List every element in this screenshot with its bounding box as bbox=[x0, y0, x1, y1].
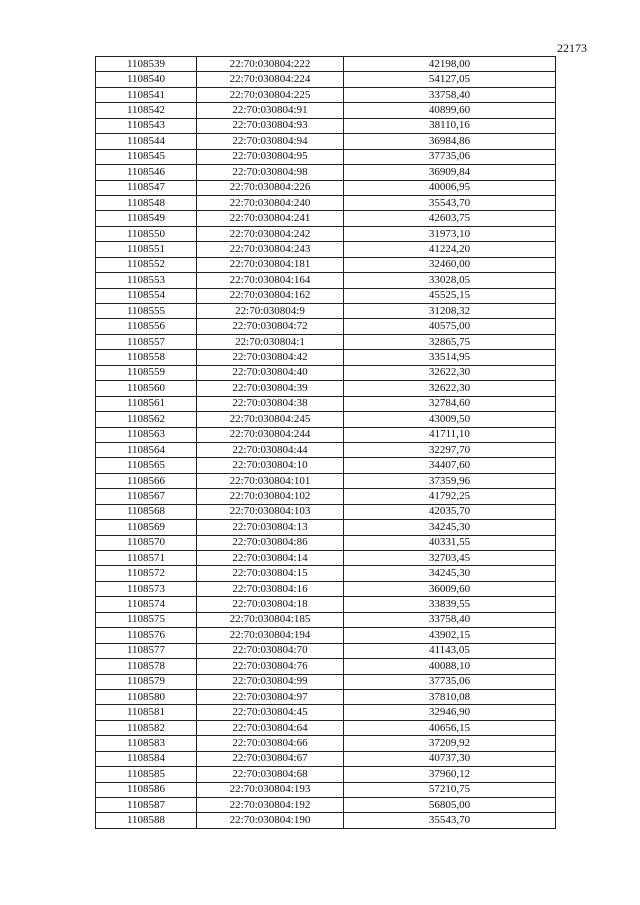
table-row bbox=[96, 736, 556, 751]
cadastral-number-cell: 22:70:030804:67 bbox=[197, 751, 344, 766]
page-number: 22173 bbox=[557, 41, 587, 55]
table-row bbox=[96, 767, 556, 782]
cadastral-number-cell: 22:70:030804:42 bbox=[197, 350, 344, 365]
record-number-cell: 1108541 bbox=[96, 87, 197, 102]
table-row bbox=[96, 242, 556, 257]
value-cell: 42198,00 bbox=[344, 57, 556, 72]
table-row bbox=[96, 535, 556, 550]
record-number-cell: 1108578 bbox=[96, 659, 197, 674]
cadastral-number-cell: 22:70:030804:97 bbox=[197, 689, 344, 704]
record-number-cell: 1108569 bbox=[96, 520, 197, 535]
record-number-cell: 1108559 bbox=[96, 365, 197, 380]
record-number-cell: 1108573 bbox=[96, 581, 197, 596]
cadastral-number-cell: 22:70:030804:40 bbox=[197, 365, 344, 380]
cadastral-number-cell: 22:70:030804:103 bbox=[197, 504, 344, 519]
table-row bbox=[96, 381, 556, 396]
value-cell: 42035,70 bbox=[344, 504, 556, 519]
value-cell: 38110,16 bbox=[344, 118, 556, 133]
record-number-cell: 1108585 bbox=[96, 767, 197, 782]
record-number-cell: 1108558 bbox=[96, 350, 197, 365]
cadastral-number-cell: 22:70:030804:162 bbox=[197, 288, 344, 303]
cadastral-number-cell: 22:70:030804:101 bbox=[197, 473, 344, 488]
table-row bbox=[96, 551, 556, 566]
record-number-cell: 1108572 bbox=[96, 566, 197, 581]
table-row bbox=[96, 226, 556, 241]
cadastral-number-cell: 22:70:030804:222 bbox=[197, 57, 344, 72]
value-cell: 32622,30 bbox=[344, 365, 556, 380]
record-number-cell: 1108588 bbox=[96, 813, 197, 828]
cadastral-number-cell: 22:70:030804:164 bbox=[197, 273, 344, 288]
record-number-cell: 1108566 bbox=[96, 473, 197, 488]
cadastral-number-cell: 22:70:030804:94 bbox=[197, 134, 344, 149]
table-row bbox=[96, 689, 556, 704]
record-number-cell: 1108552 bbox=[96, 257, 197, 272]
cadastral-number-cell: 22:70:030804:224 bbox=[197, 72, 344, 87]
record-number-cell: 1108564 bbox=[96, 442, 197, 457]
table-row bbox=[96, 412, 556, 427]
cadastral-number-cell: 22:70:030804:1 bbox=[197, 334, 344, 349]
value-cell: 32703,45 bbox=[344, 551, 556, 566]
value-cell: 36984,86 bbox=[344, 134, 556, 149]
table-row bbox=[96, 581, 556, 596]
value-cell: 32865,75 bbox=[344, 334, 556, 349]
cadastral-number-cell: 22:70:030804:244 bbox=[197, 427, 344, 442]
cadastral-number-cell: 22:70:030804:226 bbox=[197, 180, 344, 195]
value-cell: 36009,60 bbox=[344, 581, 556, 596]
table-row bbox=[96, 72, 556, 87]
value-cell: 40006,95 bbox=[344, 180, 556, 195]
value-cell: 40331,55 bbox=[344, 535, 556, 550]
value-cell: 40575,00 bbox=[344, 319, 556, 334]
table-row bbox=[96, 304, 556, 319]
table-row bbox=[96, 597, 556, 612]
record-number-cell: 1108570 bbox=[96, 535, 197, 550]
cadastral-number-cell: 22:70:030804:38 bbox=[197, 396, 344, 411]
record-number-cell: 1108550 bbox=[96, 226, 197, 241]
table-row bbox=[96, 473, 556, 488]
value-cell: 41143,05 bbox=[344, 643, 556, 658]
record-number-cell: 1108575 bbox=[96, 612, 197, 627]
cadastral-number-cell: 22:70:030804:242 bbox=[197, 226, 344, 241]
cadastral-number-cell: 22:70:030804:95 bbox=[197, 149, 344, 164]
record-number-cell: 1108577 bbox=[96, 643, 197, 658]
record-number-cell: 1108580 bbox=[96, 689, 197, 704]
cadastral-number-cell: 22:70:030804:64 bbox=[197, 720, 344, 735]
record-number-cell: 1108560 bbox=[96, 381, 197, 396]
cadastral-number-cell: 22:70:030804:14 bbox=[197, 551, 344, 566]
value-cell: 43902,15 bbox=[344, 628, 556, 643]
table-row bbox=[96, 705, 556, 720]
cadastral-number-cell: 22:70:030804:102 bbox=[197, 489, 344, 504]
record-number-cell: 1108587 bbox=[96, 798, 197, 813]
table-row bbox=[96, 751, 556, 766]
record-number-cell: 1108554 bbox=[96, 288, 197, 303]
cadastral-number-cell: 22:70:030804:240 bbox=[197, 195, 344, 210]
record-number-cell: 1108540 bbox=[96, 72, 197, 87]
table-row bbox=[96, 365, 556, 380]
data-table bbox=[95, 56, 556, 829]
cadastral-number-cell: 22:70:030804:190 bbox=[197, 813, 344, 828]
record-number-cell: 1108551 bbox=[96, 242, 197, 257]
record-number-cell: 1108545 bbox=[96, 149, 197, 164]
cadastral-number-cell: 22:70:030804:44 bbox=[197, 442, 344, 457]
value-cell: 31208,32 bbox=[344, 304, 556, 319]
cadastral-number-cell: 22:70:030804:225 bbox=[197, 87, 344, 102]
value-cell: 45525,15 bbox=[344, 288, 556, 303]
cadastral-number-cell: 22:70:030804:86 bbox=[197, 535, 344, 550]
cadastral-number-cell: 22:70:030804:185 bbox=[197, 612, 344, 627]
table-row bbox=[96, 134, 556, 149]
record-number-cell: 1108571 bbox=[96, 551, 197, 566]
cadastral-number-cell: 22:70:030804:193 bbox=[197, 782, 344, 797]
table-row bbox=[96, 612, 556, 627]
value-cell: 43009,50 bbox=[344, 412, 556, 427]
record-number-cell: 1108555 bbox=[96, 304, 197, 319]
value-cell: 37960,12 bbox=[344, 767, 556, 782]
record-number-cell: 1108546 bbox=[96, 165, 197, 180]
record-number-cell: 1108568 bbox=[96, 504, 197, 519]
table-row bbox=[96, 273, 556, 288]
cadastral-number-cell: 22:70:030804:9 bbox=[197, 304, 344, 319]
cadastral-number-cell: 22:70:030804:98 bbox=[197, 165, 344, 180]
table-row bbox=[96, 504, 556, 519]
value-cell: 57210,75 bbox=[344, 782, 556, 797]
cadastral-number-cell: 22:70:030804:18 bbox=[197, 597, 344, 612]
table-row bbox=[96, 396, 556, 411]
value-cell: 37810,08 bbox=[344, 689, 556, 704]
table-row bbox=[96, 288, 556, 303]
value-cell: 35543,70 bbox=[344, 195, 556, 210]
value-cell: 40088,10 bbox=[344, 659, 556, 674]
value-cell: 32946,90 bbox=[344, 705, 556, 720]
record-number-cell: 1108539 bbox=[96, 57, 197, 72]
record-number-cell: 1108586 bbox=[96, 782, 197, 797]
value-cell: 32784,60 bbox=[344, 396, 556, 411]
value-cell: 32460,00 bbox=[344, 257, 556, 272]
cadastral-number-cell: 22:70:030804:45 bbox=[197, 705, 344, 720]
value-cell: 41792,25 bbox=[344, 489, 556, 504]
table-row bbox=[96, 659, 556, 674]
value-cell: 33839,55 bbox=[344, 597, 556, 612]
table-row bbox=[96, 458, 556, 473]
record-number-cell: 1108543 bbox=[96, 118, 197, 133]
value-cell: 54127,05 bbox=[344, 72, 556, 87]
value-cell: 41711,10 bbox=[344, 427, 556, 442]
table-row bbox=[96, 103, 556, 118]
cadastral-number-cell: 22:70:030804:194 bbox=[197, 628, 344, 643]
record-number-cell: 1108579 bbox=[96, 674, 197, 689]
record-number-cell: 1108563 bbox=[96, 427, 197, 442]
table-row bbox=[96, 489, 556, 504]
value-cell: 40737,30 bbox=[344, 751, 556, 766]
record-number-cell: 1108556 bbox=[96, 319, 197, 334]
table-row bbox=[96, 628, 556, 643]
cadastral-number-cell: 22:70:030804:93 bbox=[197, 118, 344, 133]
record-number-cell: 1108583 bbox=[96, 736, 197, 751]
value-cell: 31973,10 bbox=[344, 226, 556, 241]
cadastral-number-cell: 22:70:030804:13 bbox=[197, 520, 344, 535]
table-row bbox=[96, 211, 556, 226]
record-number-cell: 1108557 bbox=[96, 334, 197, 349]
record-number-cell: 1108561 bbox=[96, 396, 197, 411]
record-number-cell: 1108547 bbox=[96, 180, 197, 195]
cadastral-number-cell: 22:70:030804:245 bbox=[197, 412, 344, 427]
table-row bbox=[96, 674, 556, 689]
value-cell: 32622,30 bbox=[344, 381, 556, 396]
record-number-cell: 1108544 bbox=[96, 134, 197, 149]
record-number-cell: 1108565 bbox=[96, 458, 197, 473]
cadastral-number-cell: 22:70:030804:68 bbox=[197, 767, 344, 782]
table-row bbox=[96, 813, 556, 828]
cadastral-number-cell: 22:70:030804:192 bbox=[197, 798, 344, 813]
record-number-cell: 1108567 bbox=[96, 489, 197, 504]
table-row bbox=[96, 427, 556, 442]
table-row bbox=[96, 149, 556, 164]
record-number-cell: 1108542 bbox=[96, 103, 197, 118]
record-number-cell: 1108553 bbox=[96, 273, 197, 288]
value-cell: 34245,30 bbox=[344, 566, 556, 581]
value-cell: 40899,60 bbox=[344, 103, 556, 118]
cadastral-number-cell: 22:70:030804:15 bbox=[197, 566, 344, 581]
table-row bbox=[96, 87, 556, 102]
record-number-cell: 1108576 bbox=[96, 628, 197, 643]
table-row bbox=[96, 334, 556, 349]
value-cell: 37735,06 bbox=[344, 149, 556, 164]
value-cell: 56805,00 bbox=[344, 798, 556, 813]
value-cell: 34407,60 bbox=[344, 458, 556, 473]
value-cell: 33758,40 bbox=[344, 87, 556, 102]
table-row bbox=[96, 257, 556, 272]
table-row bbox=[96, 180, 556, 195]
cadastral-number-cell: 22:70:030804:241 bbox=[197, 211, 344, 226]
record-number-cell: 1108548 bbox=[96, 195, 197, 210]
value-cell: 36909,84 bbox=[344, 165, 556, 180]
cadastral-number-cell: 22:70:030804:72 bbox=[197, 319, 344, 334]
record-number-cell: 1108582 bbox=[96, 720, 197, 735]
table-row bbox=[96, 720, 556, 735]
value-cell: 33028,05 bbox=[344, 273, 556, 288]
value-cell: 40656,15 bbox=[344, 720, 556, 735]
value-cell: 34245,30 bbox=[344, 520, 556, 535]
value-cell: 42603,75 bbox=[344, 211, 556, 226]
value-cell: 32297,70 bbox=[344, 442, 556, 457]
cadastral-number-cell: 22:70:030804:39 bbox=[197, 381, 344, 396]
value-cell: 37359,96 bbox=[344, 473, 556, 488]
value-cell: 37209,92 bbox=[344, 736, 556, 751]
table-row bbox=[96, 442, 556, 457]
table-row bbox=[96, 165, 556, 180]
cadastral-number-cell: 22:70:030804:91 bbox=[197, 103, 344, 118]
cadastral-number-cell: 22:70:030804:99 bbox=[197, 674, 344, 689]
record-number-cell: 1108562 bbox=[96, 412, 197, 427]
cadastral-number-cell: 22:70:030804:10 bbox=[197, 458, 344, 473]
cadastral-number-cell: 22:70:030804:76 bbox=[197, 659, 344, 674]
record-number-cell: 1108584 bbox=[96, 751, 197, 766]
value-cell: 37735,06 bbox=[344, 674, 556, 689]
record-number-cell: 1108549 bbox=[96, 211, 197, 226]
table-row bbox=[96, 57, 556, 72]
value-cell: 35543,70 bbox=[344, 813, 556, 828]
cadastral-number-cell: 22:70:030804:181 bbox=[197, 257, 344, 272]
table-body bbox=[96, 57, 556, 829]
table-row bbox=[96, 643, 556, 658]
cadastral-number-cell: 22:70:030804:243 bbox=[197, 242, 344, 257]
table-row bbox=[96, 118, 556, 133]
cadastral-number-cell: 22:70:030804:66 bbox=[197, 736, 344, 751]
record-number-cell: 1108574 bbox=[96, 597, 197, 612]
cadastral-number-cell: 22:70:030804:70 bbox=[197, 643, 344, 658]
cadastral-number-cell: 22:70:030804:16 bbox=[197, 581, 344, 596]
table-row bbox=[96, 782, 556, 797]
table-row bbox=[96, 520, 556, 535]
value-cell: 41224,20 bbox=[344, 242, 556, 257]
table-row bbox=[96, 350, 556, 365]
table-row bbox=[96, 319, 556, 334]
value-cell: 33514,95 bbox=[344, 350, 556, 365]
table-row bbox=[96, 566, 556, 581]
table-row bbox=[96, 798, 556, 813]
table-row bbox=[96, 195, 556, 210]
record-number-cell: 1108581 bbox=[96, 705, 197, 720]
value-cell: 33758,40 bbox=[344, 612, 556, 627]
